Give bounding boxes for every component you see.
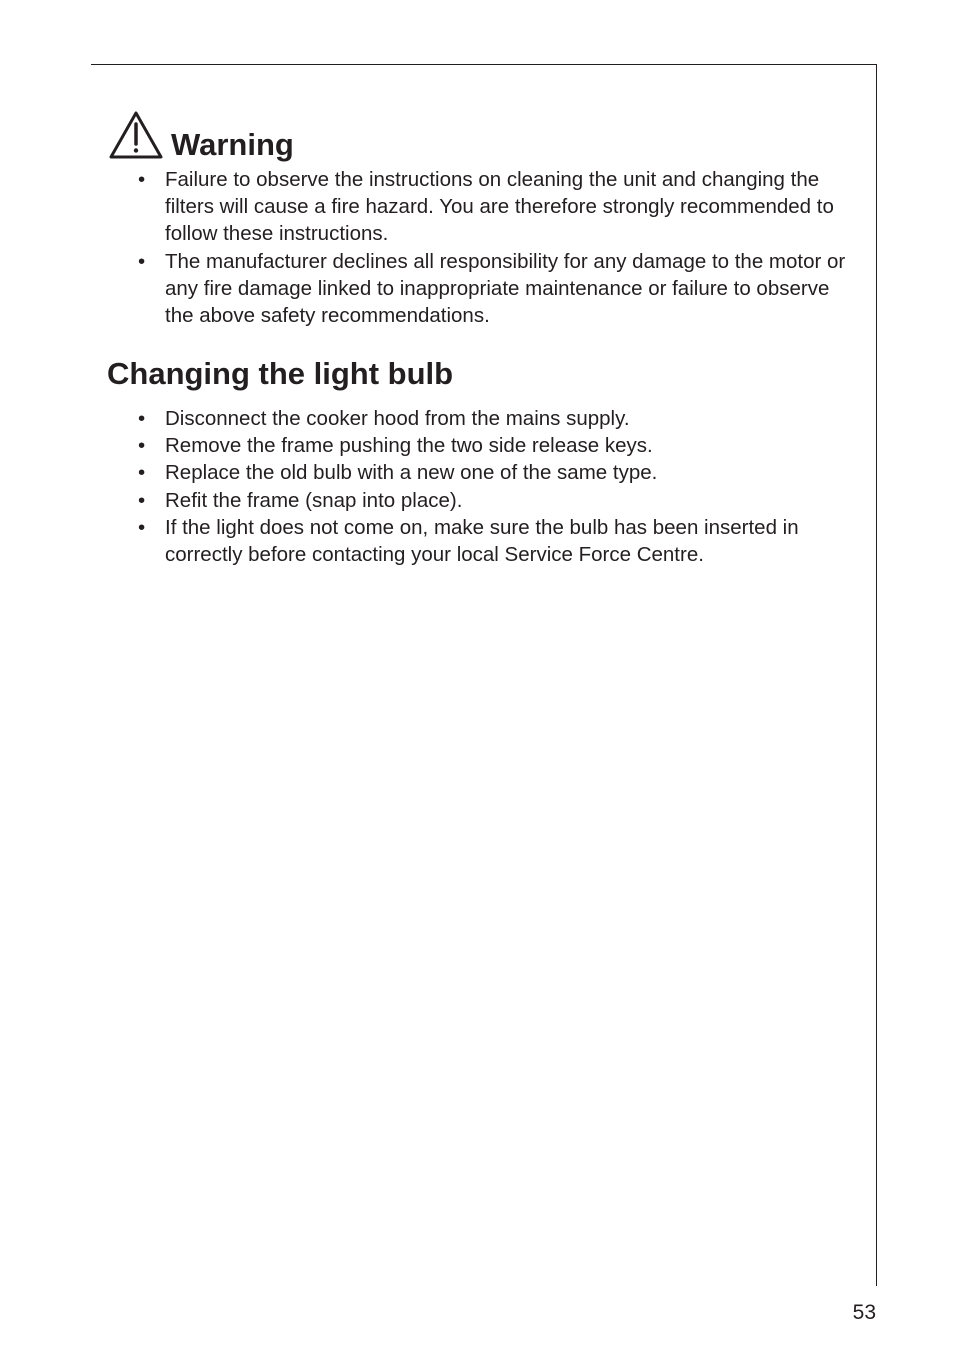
list-item: • The manufacturer declines all responsibility for any damage to the motor or any fire damage linked to inappropriate maintenance or failure to observe the above safety recommendations. bbox=[0, 248, 855, 330]
light-bulb-steps-list bbox=[0, 405, 855, 568]
top-rule bbox=[91, 64, 877, 65]
warning-triangle-icon bbox=[108, 110, 164, 160]
warning-list bbox=[0, 166, 855, 329]
list-item: • Failure to observe the instructions on cleaning the unit and changing the filters will cause a fire hazard. You are therefore strongly recommended to follow these instructions. bbox=[0, 166, 855, 248]
page-number: 53 bbox=[852, 1301, 876, 1324]
list-item: • Replace the old bulb with a new one of the same type. bbox=[0, 459, 855, 486]
list-item: • Refit the frame (snap into place). bbox=[0, 487, 855, 514]
warning-heading bbox=[108, 110, 294, 160]
side-rule bbox=[876, 64, 877, 1286]
section-title: Changing the light bulb bbox=[107, 356, 454, 391]
list-item: • Remove the frame pushing the two side release keys. bbox=[0, 432, 855, 459]
warning-title: Warning bbox=[171, 127, 294, 162]
list-item: • If the light does not come on, make sure the bulb has been inserted in correctly before contacting your local Service Force Centre. bbox=[0, 514, 855, 568]
list-item: • Disconnect the cooker hood from the mains supply. bbox=[0, 405, 855, 432]
